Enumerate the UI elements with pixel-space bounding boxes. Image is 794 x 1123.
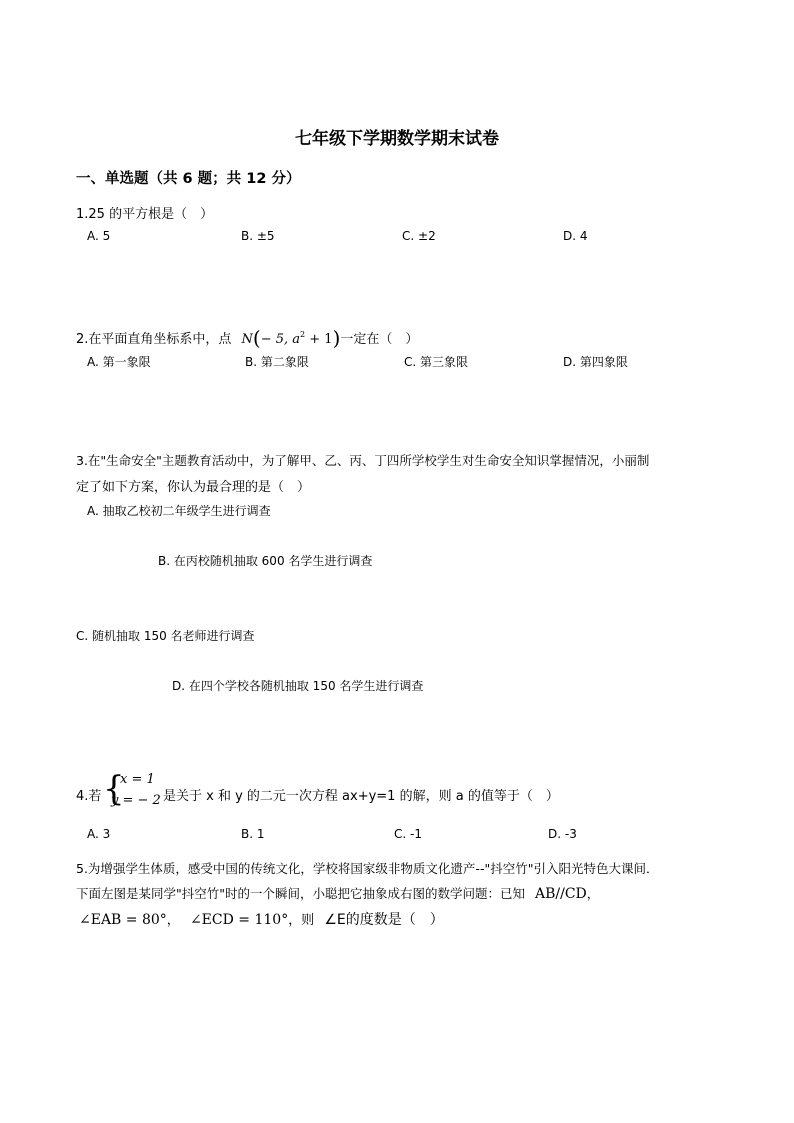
question-5-stem-line1: 5.为增强学生体质，感受中国的传统文化，学校将国家级非物质文化遗产--"抖空竹"引入阳光特色大课间．: [76, 861, 659, 876]
question-2-close-paren: ): [332, 326, 341, 350]
question-2-stem: [76, 326, 418, 350]
question-5-parallel-expression: AB//CD: [535, 886, 587, 902]
question-2-point-name: N: [241, 332, 253, 347]
question-2-stem-post: 一定在（ ）: [340, 332, 419, 347]
question-4-stem-post: 是关于 x 和 y 的二元一次方程 ax+y=1 的解，则 a 的值等于（ ）: [163, 789, 559, 804]
question-5-stem-line2: [76, 884, 599, 902]
question-5-then: ，则: [288, 913, 315, 928]
question-3-stem-line2: 定了如下方案，你认为最合理的是（ ）: [76, 480, 311, 495]
question-5-stem-line3: [79, 909, 444, 929]
question-5-angle-e-query: ∠E的度数是（ ）: [324, 912, 444, 928]
question-5-separator: ，: [166, 913, 180, 928]
question-5-stem-line2-text: 下面左图是某同学"抖空竹"时的一个瞬间，小聪把它抽象成右图的数学问题：已知: [76, 886, 526, 901]
question-5-stem-line2-post: ，: [586, 886, 600, 901]
question-4-option-b: B. 1: [241, 827, 265, 841]
question-4-system-brace: {: [103, 769, 125, 809]
question-5-angle-eab: ∠EAB = 80°: [79, 912, 167, 928]
question-2-option-c: C. 第三象限: [404, 355, 469, 369]
question-2-option-d: D. 第四象限: [563, 355, 628, 369]
question-3-option-a: A. 抽取乙校初二年级学生进行调查: [87, 504, 271, 518]
question-3-option-c: C. 随机抽取 150 名老师进行调查: [76, 629, 255, 643]
question-1-option-d: D. 4: [563, 229, 588, 243]
question-1-stem: 1.25 的平方根是（ ）: [76, 207, 214, 222]
question-4-equation-2: y = − 2: [111, 793, 161, 808]
question-4-stem-pre: 4.若: [76, 789, 102, 804]
question-2-coord-a: − 5, a: [260, 332, 301, 347]
question-2-open-paren: (: [252, 326, 261, 350]
question-2-coord-exponent: 2: [300, 330, 306, 339]
question-2-stem-pre: 2.在平面直角坐标系中，点: [76, 332, 232, 347]
question-1-option-c: C. ±2: [402, 229, 436, 243]
question-1-option-b: B. ±5: [241, 229, 275, 243]
question-3-option-b: B. 在丙校随机抽取 600 名学生进行调查: [158, 554, 373, 568]
question-2-coord-b: + 1: [305, 332, 333, 347]
question-4-option-a: A. 3: [87, 827, 111, 841]
question-4-option-d: D. -3: [548, 827, 577, 841]
question-4-equation-1: x = 1: [120, 772, 155, 787]
question-5-angle-ecd: ∠ECD = 110°: [189, 912, 289, 928]
page-title: 七年级下学期数学期末试卷: [295, 129, 499, 149]
question-3-option-d: D. 在四个学校各随机抽取 150 名学生进行调查: [172, 679, 424, 693]
question-4-option-c: C. -1: [394, 827, 422, 841]
question-2-option-b: B. 第二象限: [245, 355, 309, 369]
section-heading-single-choice: 一、单选题（共 6 题；共 12 分）: [76, 171, 301, 187]
question-2-option-a: A. 第一象限: [87, 355, 151, 369]
question-1-option-a: A. 5: [87, 229, 111, 243]
question-3-stem-line1: 3.在"生命安全"主题教育活动中，为了解甲、乙、丙、丁四所学校学生对生命安全知识掌握情况，小丽制: [76, 453, 650, 468]
